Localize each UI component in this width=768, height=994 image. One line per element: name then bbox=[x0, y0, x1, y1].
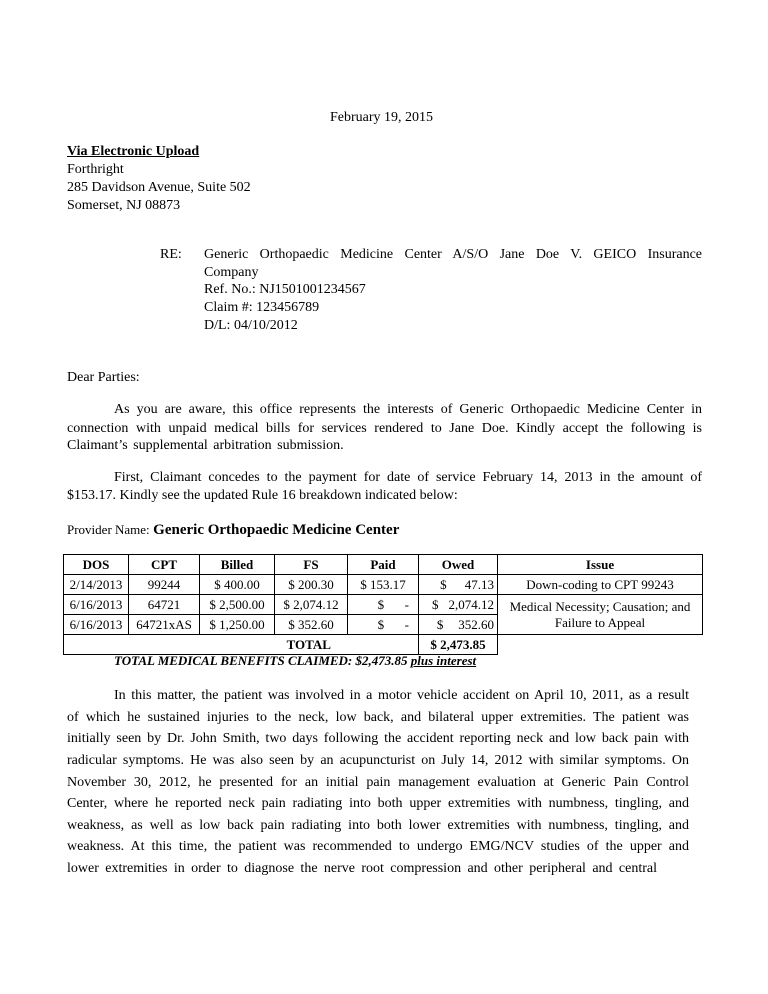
recipient-address-line1: 285 Davidson Avenue, Suite 502 bbox=[67, 180, 251, 195]
cell-billed: $ 2,500.00 bbox=[200, 595, 275, 615]
owed-amount: 2,074.12 bbox=[448, 596, 494, 612]
para1-line2: connection with unpaid medical bills for services rendered to Jane Doe. Kindly accept the following is bbox=[67, 421, 702, 436]
owed-symbol: $ bbox=[436, 616, 444, 632]
cell-issue: Medical Necessity; Causation; and Failure to Appeal bbox=[498, 595, 703, 635]
re-line1: Generic Orthopaedic Medicine Center A/S/O Jane Doe V. GEICO Insurance bbox=[204, 247, 702, 262]
paid-symbol: $ bbox=[377, 596, 385, 612]
rule16-breakdown-table bbox=[63, 554, 703, 655]
provider-name: Generic Orthopaedic Medicine Center bbox=[153, 522, 400, 538]
cell-billed: $ 1,250.00 bbox=[200, 615, 275, 635]
cell-cpt: 64721 bbox=[129, 595, 200, 615]
salutation: Dear Parties: bbox=[67, 370, 140, 385]
para1-line3: Claimant’s supplemental arbitration submission. bbox=[67, 438, 344, 453]
header-cpt: CPT bbox=[129, 555, 200, 575]
re-ref: Ref. No.: NJ1501001234567 bbox=[204, 282, 366, 297]
paid-amount: - bbox=[404, 616, 409, 632]
cell-paid: $ 153.17 bbox=[348, 575, 419, 595]
header-fs: FS bbox=[275, 555, 348, 575]
re-dl: D/L: 04/10/2012 bbox=[204, 318, 298, 333]
para1-line1: As you are aware, this office represents the interests of Generic Orthopaedic Medicine Center in bbox=[114, 402, 702, 417]
total-value: $ 2,473.85 bbox=[419, 635, 498, 655]
para2-line2: $153.17. Kindly see the updated Rule 16 breakdown indicated below: bbox=[67, 488, 458, 503]
cell-dos: 6/16/2013 bbox=[64, 595, 129, 615]
owed-symbol: $ bbox=[432, 596, 439, 612]
table-total-row bbox=[64, 635, 703, 655]
cell-dos: 6/16/2013 bbox=[64, 615, 129, 635]
total-spacer bbox=[64, 635, 200, 655]
cell-fs: $ 352.60 bbox=[275, 615, 348, 635]
body-line: radicular symptoms. He was also seen by an acupuncturist on July 14, 2012 with similar symptoms. On bbox=[67, 753, 689, 768]
delivery-method: Via Electronic Upload bbox=[67, 144, 200, 159]
paid-symbol: $ bbox=[377, 616, 385, 632]
cell-paid bbox=[348, 615, 419, 635]
body-line: November 30, 2012, he presented for an initial pain management evaluation at Generic Pain Control bbox=[67, 775, 689, 790]
recipient-name: Forthright bbox=[67, 162, 124, 177]
header-owed: Owed bbox=[419, 555, 498, 575]
cell-fs: $ 200.30 bbox=[275, 575, 348, 595]
cell-billed: $ 400.00 bbox=[200, 575, 275, 595]
paid-amount: - bbox=[404, 596, 409, 612]
plus-interest: plus interest bbox=[410, 653, 477, 668]
header-paid: Paid bbox=[348, 555, 419, 575]
cell-fs: $ 2,074.12 bbox=[275, 595, 348, 615]
cell-cpt: 99244 bbox=[129, 575, 200, 595]
recipient-address-line2: Somerset, NJ 08873 bbox=[67, 198, 181, 213]
re-claim: Claim #: 123456789 bbox=[204, 300, 320, 315]
body-line: of which he sustained injuries to the neck, low back, and bilateral upper extremities. The patient was bbox=[67, 710, 689, 725]
header-issue: Issue bbox=[498, 555, 703, 575]
total-claimed bbox=[114, 653, 476, 669]
cell-owed bbox=[419, 575, 498, 595]
cell-cpt: 64721xAS bbox=[129, 615, 200, 635]
cell-issue: Down-coding to CPT 99243 bbox=[498, 575, 703, 595]
body-line: lower extremities in order to diagnose the nerve root compression and other peripheral and central bbox=[67, 861, 657, 876]
provider-label: Provider Name: bbox=[67, 522, 150, 537]
header-dos: DOS bbox=[64, 555, 129, 575]
body-line: In this matter, the patient was involved in a motor vehicle accident on April 10, 2011, as a result bbox=[114, 688, 689, 703]
total-label: TOTAL bbox=[200, 635, 419, 655]
table-row bbox=[64, 575, 703, 595]
provider-line bbox=[67, 521, 399, 540]
letter-date: February 19, 2015 bbox=[330, 110, 434, 125]
body-line: Center, where he reported neck pain radiating into both upper extremities with numbness, tingling, and bbox=[67, 796, 689, 811]
re-label: RE: bbox=[160, 247, 182, 262]
owed-amount: 47.13 bbox=[464, 576, 494, 592]
cell-dos: 2/14/2013 bbox=[64, 575, 129, 595]
body-line: initially seen by Dr. John Smith, two days following the accident reporting neck and low back pain with bbox=[67, 731, 689, 746]
para2-line1: First, Claimant concedes to the payment for date of service February 14, 2013 in the amount of bbox=[114, 470, 702, 485]
total-claimed-text: TOTAL MEDICAL BENEFITS CLAIMED: $2,473.85 bbox=[114, 653, 411, 668]
re-line2: Company bbox=[204, 265, 259, 280]
cell-paid bbox=[348, 595, 419, 615]
owed-amount: 352.60 bbox=[458, 616, 494, 632]
header-billed: Billed bbox=[200, 555, 275, 575]
cell-owed bbox=[419, 615, 498, 635]
table-header-row bbox=[64, 555, 703, 575]
cell-owed bbox=[419, 595, 498, 615]
total-empty bbox=[498, 635, 703, 655]
table-row bbox=[64, 595, 703, 615]
body-line: weakness, as well as low back pain radiating into both lower extremities with numbness, tingling, and bbox=[67, 818, 689, 833]
owed-symbol: $ bbox=[440, 576, 447, 592]
body-line: weakness. At this time, the patient was recommended to undergo EMG/NCV studies of the upper and bbox=[67, 839, 689, 854]
